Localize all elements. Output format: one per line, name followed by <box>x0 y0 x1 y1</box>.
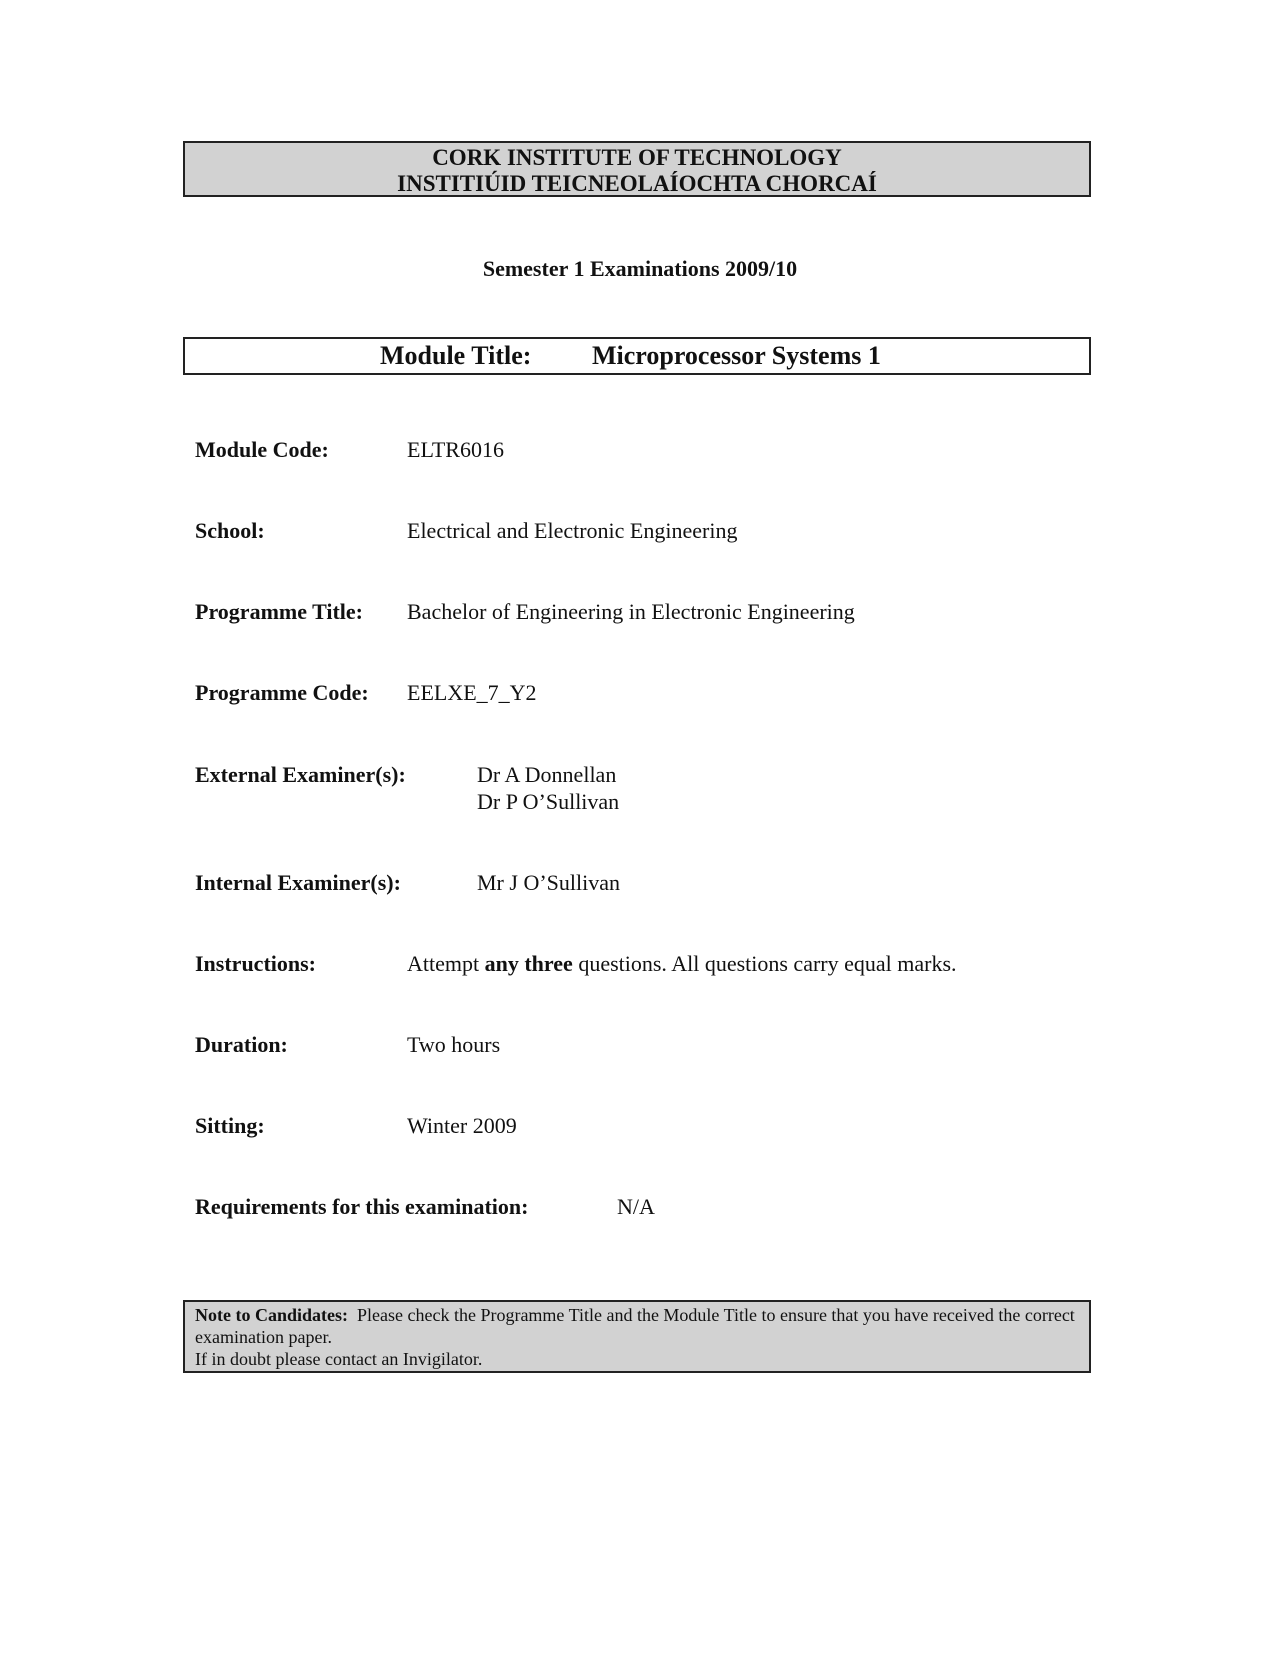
module-title-box <box>183 337 1091 375</box>
institution-name-irish: INSTITIÚID TEICNEOLAÍOCHTA CHORCAÍ <box>397 171 877 196</box>
instructions-emphasis: any three <box>484 951 573 976</box>
note-text: Please check the Programme Title and the Module Title to ensure that you have received the correct examination paper. <box>195 1305 1075 1347</box>
sitting-label: Sitting: <box>195 1113 265 1138</box>
semester-heading: Semester 1 Examinations 2009/10 <box>482 256 798 281</box>
instructions-label: Instructions: <box>195 951 317 976</box>
external-examiner-2: Dr P O’Sullivan <box>477 789 620 814</box>
instructions-text-after: questions. All questions carry equal marks. <box>572 951 957 976</box>
duration-label: Duration: <box>195 1032 288 1057</box>
requirements-value: N/A <box>617 1194 655 1219</box>
internal-examiners-label: Internal Examiner(s): <box>195 870 401 895</box>
school-label: School: <box>195 518 265 543</box>
internal-examiner-value: Mr J O’Sullivan <box>477 870 620 895</box>
duration-value: Two hours <box>407 1032 501 1057</box>
external-examiners-label: External Examiner(s): <box>195 762 406 787</box>
programme-code-label: Programme Code: <box>195 680 369 705</box>
instructions-value <box>407 950 957 977</box>
module-code-label: Module Code: <box>195 437 329 462</box>
programme-title-label: Programme Title: <box>195 599 364 624</box>
sitting-value: Winter 2009 <box>407 1113 517 1138</box>
institution-name-english: CORK INSTITUTE OF TECHNOLOGY <box>432 145 842 170</box>
programme-title-value: Bachelor of Engineering in Electronic Engineering <box>407 599 855 624</box>
module-code-value: ELTR6016 <box>407 437 504 462</box>
school-value: Electrical and Electronic Engineering <box>407 518 738 543</box>
module-title-value: Microprocessor Systems 1 <box>592 341 881 370</box>
programme-code-value: EELXE_7_Y2 <box>407 680 537 705</box>
instructions-text-before: Attempt <box>407 951 485 976</box>
institution-header <box>183 141 1091 197</box>
note-to-candidates <box>183 1300 1091 1373</box>
requirements-label: Requirements for this examination: <box>195 1194 529 1219</box>
note-label: Note to Candidates: <box>195 1305 348 1325</box>
external-examiner-1: Dr A Donnellan <box>477 762 617 787</box>
note-line2: If in doubt please contact an Invigilator. <box>195 1349 483 1369</box>
module-title-label: Module Title: <box>380 341 532 370</box>
